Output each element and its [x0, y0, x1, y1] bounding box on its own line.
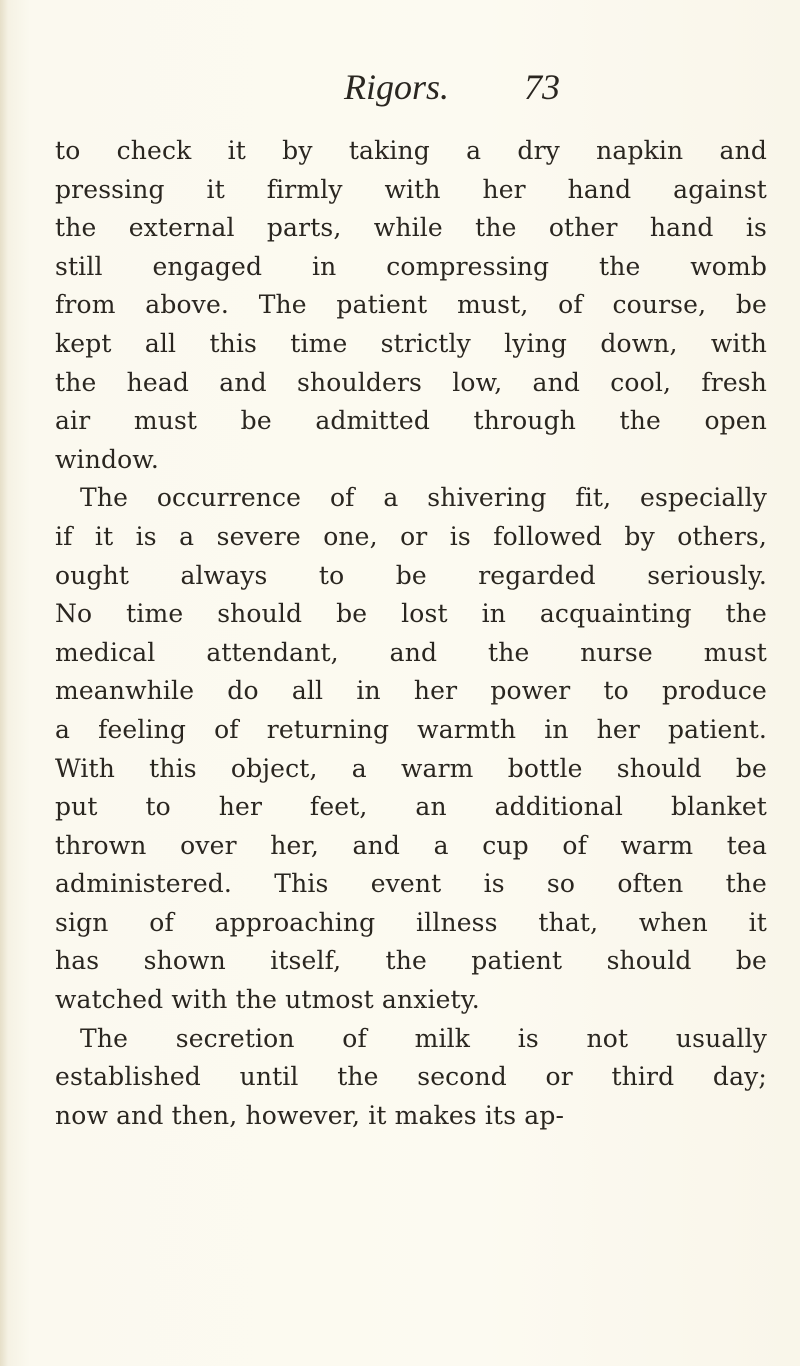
text-line: With this object, a warm bottle should be: [55, 753, 767, 783]
text-line: still engaged in compressing the womb: [55, 251, 767, 281]
text-line: has shown itself, the patient should be: [55, 946, 767, 976]
text-line: now and then, however, it makes its ap-: [55, 1100, 565, 1130]
text-line: put to her feet, an additional blanket: [55, 792, 767, 822]
text-line: established until the second or third day;: [55, 1062, 767, 1092]
text-line: watched with the utmost anxiety.: [55, 985, 480, 1015]
text-line: The secretion of milk is not usually: [80, 1023, 767, 1053]
text-line: meanwhile do all in her power to produce: [55, 676, 767, 706]
page-gutter-shadow: [0, 0, 8, 1366]
running-head-title: Rigors.: [344, 67, 450, 107]
text-line: the head and shoulders low, and cool, fresh: [55, 367, 767, 397]
text-line: thrown over her, and a cup of warm tea: [55, 830, 767, 860]
text-line: kept all this time strictly lying down, with: [55, 328, 767, 358]
text-line: to check it by taking a dry napkin and: [55, 136, 767, 165]
text-line: ought always to be regarded seriously.: [55, 560, 767, 590]
text-line: window.: [55, 444, 159, 474]
text-line: medical attendant, and the nurse must: [55, 637, 767, 667]
body-text: [55, 132, 767, 1135]
text-line: sign of approaching illness that, when it: [55, 907, 767, 937]
text-line: pressing it firmly with her hand against: [55, 174, 767, 204]
page-number: 73: [524, 67, 560, 107]
text-line: the external parts, while the other hand is: [55, 213, 767, 243]
text-line: if it is a severe one, or is followed by others,: [55, 521, 767, 551]
text-line: air must be admitted through the open: [55, 406, 767, 436]
text-line: a feeling of returning warmth in her patient.: [55, 714, 767, 744]
text-line: from above. The patient must, of course, be: [55, 290, 767, 320]
text-line: The occurrence of a shivering fit, especially: [80, 483, 767, 513]
text-line: No time should be lost in acquainting the: [55, 599, 767, 629]
text-line: administered. This event is so often the: [55, 869, 767, 899]
